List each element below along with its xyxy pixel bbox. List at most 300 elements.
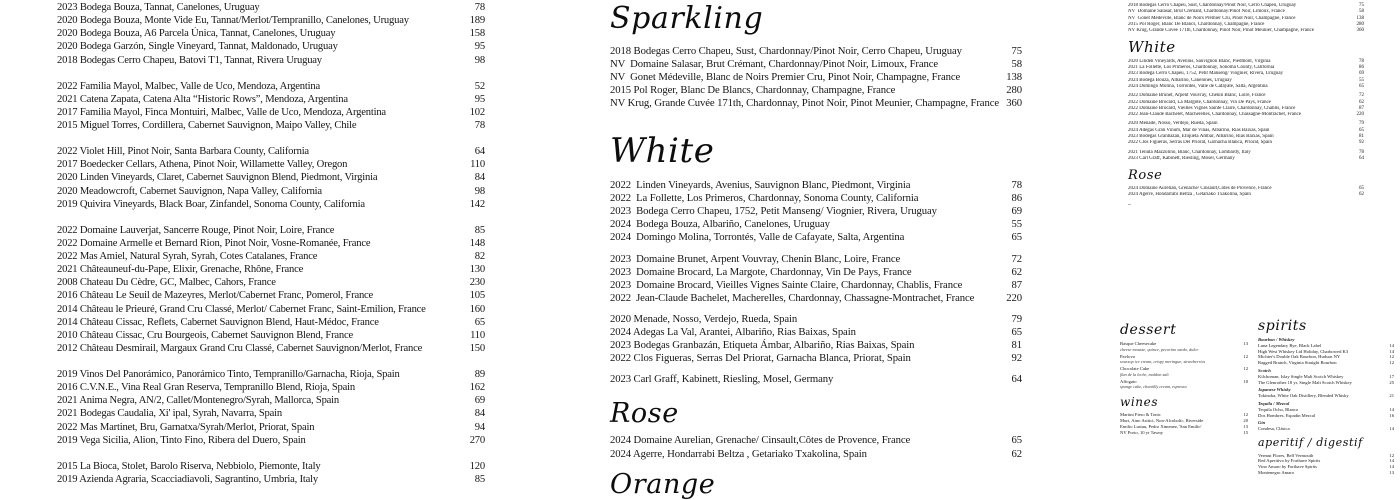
wine-label: 2021 Châteauneuf-du-Pape, Elixir, Grenache, Rhône, France xyxy=(57,264,304,276)
wine-label: Tequila Ocho, Blanco xyxy=(1258,406,1299,412)
wine-list-item xyxy=(57,407,485,420)
wine-list-item xyxy=(610,45,1022,58)
wine-list-item xyxy=(610,326,1022,339)
wine-label: 2020 Bodega Bouza, Monte Vide Eu, Tannat/Merlot/Tempranillo, Canelones, Uruguay xyxy=(57,15,409,27)
wine-price: 78 xyxy=(1359,58,1364,64)
wine-label: NV Gonet Médeville, Blanc de Noirs Premier Cru, Pinot Noir, Champagne, France xyxy=(1128,15,1296,21)
wine-price: 105 xyxy=(469,290,485,302)
wine-label: 2023 Bodegas Granbazán, Etiqueta Ámbar, Albariño, Rias Baixas, Spain xyxy=(610,339,915,352)
wine-label: 2020 Menade, Nosso, Verdejo, Rueda, Spain xyxy=(610,312,798,325)
wine-label: NV Gonet Médeville, Blanc de Noirs Premier Cru, Pinot Noir, Champagne, France xyxy=(610,70,961,83)
wine-price: 78 xyxy=(1011,179,1022,192)
mini-white-list xyxy=(1128,59,1364,162)
wine-price: 94 xyxy=(474,421,485,433)
wine-label: 2022 Domaine Armelle et Bernard Rion, Pinot Noir, Vosne-Romanée, France xyxy=(57,237,371,249)
wine-price: 12 xyxy=(1243,353,1248,359)
mini-white-title: White xyxy=(1128,38,1176,57)
wine-label: Vino Amaro by Forthave Spirits xyxy=(1258,464,1317,470)
wine-label: 2015 La Bioca, Stolet, Barolo Riserva, Nebbiolo, Piemonte, Italy xyxy=(57,460,321,472)
wine-list-item xyxy=(57,1,485,14)
wine-list-item xyxy=(57,460,485,473)
wine-label: 2024 Adegas La Val, Arantei, Albariño, Rias Baixas, Spain xyxy=(610,326,856,338)
sparkling-list xyxy=(610,45,1022,110)
wine-list-item xyxy=(57,381,485,394)
wine-list-item xyxy=(57,303,485,316)
wine-label: 2021 Bodegas Caudalia, Xi' ipal, Syrah, Navarra, Spain xyxy=(57,408,282,420)
wine-list-item xyxy=(57,198,485,211)
wine-label: 2019 Azienda Agraria, Scacciadiavoli, Sagrantino, Umbria, Italy xyxy=(57,473,318,485)
wine-list-item xyxy=(610,434,1022,447)
dessert-item-desc: cheese mousse, quince, pecorino sardo, dulce xyxy=(1120,346,1199,352)
wine-price: 79 xyxy=(1359,121,1364,127)
wine-price: 95 xyxy=(474,41,485,53)
wine-list-item xyxy=(610,313,1022,326)
wine-label: 2019 Quivira Vineyards, Black Boar, Zinfandel, Sonoma County, California xyxy=(57,198,365,210)
group-gap xyxy=(610,245,1022,253)
spirits-title: spirits xyxy=(1258,318,1307,334)
wine-price: 78 xyxy=(474,2,485,13)
wine-list-item xyxy=(57,27,485,40)
wine-label: Luna Legendary Rye, Black Label xyxy=(1258,342,1322,348)
wine-price: 110 xyxy=(470,329,485,341)
wine-label: Dos Hombres, Espadin Mezcal xyxy=(1258,412,1316,418)
wine-list-item xyxy=(1120,430,1248,436)
wine-price: 13 xyxy=(1243,423,1248,429)
wine-label: Tokinoka, White Oak Distillery, Blended Whisky xyxy=(1258,393,1349,399)
dessert-items xyxy=(1120,341,1248,390)
wine-list-item xyxy=(57,289,485,302)
wine-price: 280 xyxy=(1006,83,1022,96)
wine-list-item xyxy=(610,279,1022,292)
group-gap xyxy=(57,211,485,224)
wine-list-item xyxy=(1128,192,1364,198)
wine-label: Vermut Flores, Bell Vermouth xyxy=(1258,452,1314,458)
wine-label: 2024 Domaine Aurelian, Grenache/ Cinsault,Côtes de Provence, France xyxy=(1128,186,1272,192)
wine-label: 2024 Bodega Bouza, Albariño, Canelones, Uruguay xyxy=(610,218,830,231)
wine-label: 2017 Familia Mayol, Finca Montuiri, Malbec, Valle de Uco, Mendoza, Argentina xyxy=(57,106,386,118)
wine-price: 16 xyxy=(1389,412,1394,418)
wine-list-item xyxy=(57,434,485,447)
wine-price: 17 xyxy=(1389,373,1394,379)
wine-label: NV Domaine Salasar, Brut Crémant, Chardonnay/Pinot Noir, Limoux, France xyxy=(610,57,939,70)
wine-price: 62 xyxy=(1011,265,1022,278)
wine-price: 58 xyxy=(1359,9,1364,15)
wine-label: 2022 Mas Amiel, Natural Syrah, Syrah, Cotes Catalanes, France xyxy=(57,251,318,262)
wine-list-item xyxy=(610,373,1022,386)
wine-list-item xyxy=(57,473,485,486)
wine-label: 2022 Linden Vineyards, Avenius, Sauvignon Blanc, Piedmont, Virginia xyxy=(610,179,911,192)
wine-label: 2021 Catena Zapata, Catena Alta “Historic Rows”, Mendoza, Argentina xyxy=(57,93,348,105)
wine-label: 2010 Château Cissac, Cru Bourgeois, Cabernet Sauvignon Blend, France xyxy=(57,329,354,341)
group-gap xyxy=(610,305,1022,313)
wine-label: 2024 Bodega Bouza, Albariño, Canelones, Uruguay xyxy=(1128,77,1232,83)
wine-price: 89 xyxy=(474,369,485,380)
wine-label: 2024 Agerre, Hondarrabi Beltza , Getariako Txakolina, Spain xyxy=(610,447,867,460)
wine-list-item xyxy=(610,205,1022,218)
wine-price: 65 xyxy=(1359,186,1364,192)
rose-title: Rose xyxy=(610,398,679,430)
wine-price: 160 xyxy=(469,303,485,315)
wine-label: 2019 Vinos Del Panorámico, Panorámico Tinto, Tempranillo/Garnacha, Rioja, Spain xyxy=(57,369,400,380)
wine-price: 52 xyxy=(474,80,485,92)
mini-dash: – xyxy=(1128,201,1131,208)
wine-label: 2014 Château le Prieuré, Grand Cru Classé, Merlot/ Cabernet Franc, Saint-Emilion, France xyxy=(57,303,426,315)
wine-price: 65 xyxy=(1011,326,1022,338)
wine-list-item xyxy=(57,14,485,27)
wine-price: 12 xyxy=(1389,452,1394,458)
wine-price: 75 xyxy=(1359,3,1364,8)
wine-price: 85 xyxy=(474,473,485,485)
wine-label: 2023 Bodega Cerro Chapeu, 1752, Petit Manseng/ Viognier, Rivera, Uruguay xyxy=(1128,71,1284,77)
wine-price: 81 xyxy=(1359,134,1364,139)
wine-list-item xyxy=(1258,360,1394,366)
wine-price: 130 xyxy=(469,264,485,276)
wine-price: 82 xyxy=(474,251,485,262)
wine-label: 2020 Linden Vineyards, Claret, Cabernet Sauvignon Blend, Piedmont, Virginia xyxy=(57,172,378,184)
aperitif-digestif-title: aperitif / digestif xyxy=(1258,436,1363,450)
wine-list-item xyxy=(57,329,485,342)
wine-price: 13 xyxy=(1243,341,1248,347)
wine-list-item xyxy=(610,352,1022,365)
wine-list-item xyxy=(57,224,485,237)
wine-price: 98 xyxy=(474,54,485,66)
wine-label: The Glenrothes 18 yr, Single Malt Scotch Whiskey xyxy=(1258,379,1352,385)
wine-list-item xyxy=(1128,112,1364,118)
wine-price: 86 xyxy=(1359,65,1364,71)
wine-label: 2023 Carl Graff, Kabinett, Riesling, Mosel, Germany xyxy=(610,373,834,386)
wine-list-item xyxy=(610,58,1022,71)
wine-label: 2024 Adegas Gran Vinum, Mar de Viñas, Albariño, Rias Baixas, Spain xyxy=(1128,127,1270,133)
wine-price: 20 xyxy=(1243,418,1248,424)
mini-rose-list xyxy=(1128,186,1364,199)
wine-label: 2023 Domaine Brocard, Vieilles Vignes Sainte Claire, Chardonnay, Chablis, France xyxy=(610,278,963,291)
wine-list-item xyxy=(57,185,485,198)
dessert-item-desc: soursop ice cream, crispy meringue, strawberries xyxy=(1120,359,1206,365)
wine-list-item xyxy=(610,71,1022,84)
wine-price: 25 xyxy=(1389,379,1394,385)
white-title: White xyxy=(610,130,715,171)
wine-list-item xyxy=(610,231,1022,244)
wine-list-item xyxy=(1258,380,1394,386)
wine-price: 280 xyxy=(1356,21,1364,27)
wine-price: 12 xyxy=(1389,354,1394,360)
wine-label: Basque Cheesecake xyxy=(1120,341,1157,347)
wine-price: 21 xyxy=(1389,393,1394,399)
wine-price: 78 xyxy=(474,120,485,131)
wine-list-item xyxy=(57,106,485,119)
wine-price: 69 xyxy=(474,395,485,407)
wine-price: 148 xyxy=(469,237,485,249)
wine-label: 2022 Domaine Lauverjat, Sancerre Rouge, Pinot Noir, Loire, France xyxy=(57,224,335,236)
wine-label: 2024 Domingo Molina, Torrontés, Valle de Cafayate, Salta, Argentina xyxy=(1128,83,1268,89)
wine-label: 2017 Boedecker Cellars, Athena, Pinot Noir, Willamette Valley, Oregon xyxy=(57,159,348,171)
wine-price: 86 xyxy=(1011,192,1022,205)
wine-label: 2021 La Follette, Los Primeros, Chardonnay, Sonoma County, California xyxy=(1128,65,1275,71)
red-wine-list xyxy=(57,1,485,486)
wine-price: 138 xyxy=(1356,15,1364,21)
wine-label: Muri, Aino Asitici, Non-Alcoholic, Riverside xyxy=(1120,418,1204,424)
wine-price: 189 xyxy=(469,15,485,27)
spirits-subheading: Japanese Whisky xyxy=(1258,387,1291,393)
wine-list-item xyxy=(57,342,485,355)
wine-list-item xyxy=(57,119,485,132)
wine-label: 2023 Carl Graff, Kabinett, Riesling, Mosel, Germany xyxy=(1128,155,1235,161)
wine-price: 81 xyxy=(1011,339,1022,352)
wine-label: 2022 Violet Hill, Pinot Noir, Santa Barbara County, California xyxy=(57,146,309,158)
wine-label: 2023 Bodega Cerro Chapeu, 1752, Petit Manseng/ Viognier, Rivera, Uruguay xyxy=(610,205,937,218)
wine-label: Condesa, Clásica xyxy=(1258,426,1290,432)
wine-label: 2015 Pol Roger, Blanc De Blancs, Chardonnay, Champagne, France xyxy=(610,83,896,96)
wine-label: Montenegro Amaro xyxy=(1258,470,1295,476)
wine-price: 142 xyxy=(469,198,485,210)
wine-price: 14 xyxy=(1389,426,1394,432)
wine-label: 2020 Meadowcroft, Cabernet Sauvignon, Napa Valley, California xyxy=(57,185,322,197)
wine-label: Affogato xyxy=(1120,378,1137,384)
wine-label: 2018 Bodegas Cerro Chapeu, Sust, Chardonnay/Pinot Noir, Cerro Chapeu, Uruguay xyxy=(1128,3,1297,8)
wine-price: 65 xyxy=(474,316,485,328)
mini-sparkling-list xyxy=(1128,3,1364,34)
wine-list-item xyxy=(57,54,485,67)
wine-list-item xyxy=(1258,393,1394,399)
wine-label: Pavlova xyxy=(1120,353,1135,359)
wine-price: 110 xyxy=(470,159,485,171)
wine-label: 2022 Familia Mayol, Malbec, Valle de Uco, Mendoza, Argentina xyxy=(57,80,320,92)
wine-label: 2024 Domingo Molina, Torrontés, Valle de Cafayate, Salta, Argentina xyxy=(610,231,905,244)
wine-label: Ragged Branch, Virginia Straight Bourbon xyxy=(1258,360,1337,366)
wine-label: 2022 Domaine Brocard, Vieilles Vignes Sainte Claire, Chardonnay, Chablis, France xyxy=(1128,105,1296,111)
wine-label: 2018 Bodegas Cerro Chapeu, Sust, Chardonnay/Pinot Noir, Cerro Chapeu, Uruguay xyxy=(610,44,962,57)
wine-label: 2022 Domaine Brunet, Arpent Vouvray, Chenin Blanc, Loire, France xyxy=(1128,93,1266,99)
wine-list-item xyxy=(1258,426,1394,432)
wine-price: 62 xyxy=(1359,192,1364,198)
wine-label: 2020 Linden Vineyards, Avenius, Sauvignon Blanc, Piedmont, Virginia xyxy=(1128,58,1271,64)
dessert-item-desc: flan de la leche, maldon salt xyxy=(1120,371,1169,377)
wine-label: 2018 Bodegas Cerro Chapeu, Batovi T1, Tannat, Rivera Uruguay xyxy=(57,54,322,66)
wine-label: NV Krug, Grande Cuvée 171th, Chardonnay, Pinot Noir, Pinot Meunier, Champagne, France xyxy=(610,96,999,109)
wine-price: 87 xyxy=(1359,105,1364,111)
wine-price: 12 xyxy=(1243,412,1248,418)
wine-list-item xyxy=(610,218,1022,231)
wine-label: 2016 C.V.N.E., Vina Real Gran Reserva, Tempranillo Blend, Rioja, Spain xyxy=(57,382,355,394)
wine-label: Emilio Lustau, Pedro Ximenez, 'San Emilio' xyxy=(1120,423,1202,429)
wine-list-item xyxy=(57,250,485,263)
group-gap xyxy=(610,365,1022,373)
wine-label: 2022 La Follette, Los Primeros, Chardonnay, Sonoma County, California xyxy=(610,192,919,205)
wine-price: 79 xyxy=(1011,312,1022,325)
wine-price: 78 xyxy=(1359,149,1364,155)
wine-price: 87 xyxy=(1011,278,1022,291)
spirits-list xyxy=(1258,337,1394,432)
wine-price: 230 xyxy=(469,277,485,289)
wine-price: 69 xyxy=(1011,205,1022,218)
orange-title: Orange xyxy=(610,468,716,500)
wine-price: 270 xyxy=(469,434,485,446)
wine-list-item xyxy=(1258,413,1394,419)
wine-label: 2023 Domaine Brunet, Arpent Vouvray, Chenin Blanc, Loire, France xyxy=(610,252,901,265)
wine-label: 2015 Pol Roger, Blanc De Blancs, Chardonnay, Champagne, France xyxy=(1128,21,1265,27)
aperitif-digestif-list xyxy=(1258,453,1394,476)
wine-label: 2019 Vega Sicilia, Alion, Tinto Fino, Ribera del Duero, Spain xyxy=(57,434,306,446)
wine-list-item xyxy=(1128,156,1364,162)
wine-label: Michter's Double Oak Bourbon, Hudson NY xyxy=(1258,354,1341,360)
wine-list-item xyxy=(1128,140,1364,146)
wine-list-item xyxy=(57,421,485,434)
wine-list-item xyxy=(610,292,1022,305)
wine-label: 2022 Mas Martinet, Bru, Garnatxa/Syrah/Merlot, Priorat, Spain xyxy=(57,421,315,433)
wine-list-item xyxy=(57,237,485,250)
wine-label: 2021 Anima Negra, AN/2, Callet/Montenegro/Syrah, Mallorca, Spain xyxy=(57,395,340,407)
wine-price: 14 xyxy=(1389,464,1394,470)
wine-list-item xyxy=(57,316,485,329)
wine-list-item xyxy=(610,192,1022,205)
wine-price: 65 xyxy=(1359,127,1364,133)
wine-list-item xyxy=(610,97,1022,110)
wine-list-item xyxy=(57,145,485,158)
mini-rose-title: Rose xyxy=(1128,168,1163,184)
wine-price: 360 xyxy=(1006,96,1022,109)
white-list xyxy=(610,179,1022,386)
wine-label: 2020 Bodega Bouza, A6 Parcela Única, Tannat, Canelones, Uruguay xyxy=(57,28,336,40)
wine-price: 85 xyxy=(474,224,485,236)
wine-label: 2022 Domaine Brocard, La Margote, Chardonnay, Vin De Pays, France xyxy=(1128,99,1271,105)
wine-label: NV Porto, 10 yr Tawny xyxy=(1120,429,1164,435)
wine-price: 64 xyxy=(474,146,485,158)
wine-label: High West Whiskey Ltd Holiday, Charbowed K3 xyxy=(1258,348,1349,354)
wine-label: 2015 Miguel Torres, Cordillera, Cabernet Sauvignon, Maipo Valley, Chile xyxy=(57,120,357,131)
wine-price: 65 xyxy=(1359,83,1364,89)
wine-label: 2020 Bodega Garzón, Single Vineyard, Tannat, Maldonado, Uruguay xyxy=(57,41,338,53)
wine-label: 2024 Agerre, Hondarrabi Beltza , Getariako Txakolina, Spain xyxy=(1128,192,1251,198)
wine-price: 58 xyxy=(1011,57,1022,70)
wine-price: 72 xyxy=(1359,93,1364,99)
wine-price: 84 xyxy=(474,408,485,420)
wine-list-item xyxy=(1128,84,1364,90)
group-gap xyxy=(57,67,485,80)
wine-label: 2014 Château Cissac, Reflets, Cabernet Sauvignon Blend, Haut-Médoc, France xyxy=(57,316,379,328)
wine-price: 220 xyxy=(1356,112,1364,118)
wine-list-item xyxy=(57,394,485,407)
wine-label: Chocolate Cake xyxy=(1120,366,1150,372)
wine-label: 2022 Clos Figueras, Serras Del Priorat, Garnacha Blanca, Priorat, Spain xyxy=(610,352,911,365)
wine-list-item xyxy=(57,276,485,289)
wine-price: 162 xyxy=(469,382,485,394)
wine-list-item xyxy=(610,339,1022,352)
wine-label: 2022 Clos Figueras, Serras Del Priorat, Garnacha Blanca, Priorat, Spain xyxy=(1128,140,1272,146)
wine-list-item xyxy=(1258,470,1394,476)
mini-wine-page xyxy=(1128,3,1364,208)
wine-label: 2023 Domaine Brocard, La Margote, Chardonnay, Vin De Pays, France xyxy=(610,265,912,278)
wine-price: 64 xyxy=(1359,155,1364,161)
wine-label: NV Krug, Grande Cuvée 171th, Chardonnay, Pinot Noir, Pinot Meunier, Champagne, France xyxy=(1128,28,1314,34)
wine-list-item xyxy=(57,40,485,53)
wine-list-item xyxy=(610,448,1022,461)
spirits-subheading: Tequila / Mezcal xyxy=(1258,401,1290,407)
wine-label: Red Aperitivo by Forthave Spirits xyxy=(1258,458,1321,464)
spirits-section xyxy=(1258,318,1394,476)
group-gap xyxy=(57,447,485,460)
rose-list xyxy=(610,434,1022,460)
wine-price: 92 xyxy=(1359,140,1364,146)
wine-list-item xyxy=(610,179,1022,192)
spirits-subheading: Gin xyxy=(1258,420,1266,426)
wine-list-item xyxy=(1128,28,1364,34)
wine-price: 64 xyxy=(1011,373,1022,386)
wine-price: 14 xyxy=(1389,342,1394,348)
dessert-item-desc: sponge cake, chantilly cream, espresso xyxy=(1120,384,1187,390)
wine-label: 2024 Domaine Aurelian, Grenache/ Cinsault,Côtes de Provence, France xyxy=(610,434,911,447)
group-gap xyxy=(57,132,485,145)
wine-price: 12 xyxy=(1243,366,1248,372)
spirits-subheading: Bourbon / Whiskey xyxy=(1258,337,1295,343)
wine-list-item xyxy=(610,266,1022,279)
wine-price: 10 xyxy=(1243,378,1248,384)
wine-label: NV Domaine Salasar, Brut Crémant, Chardonnay/Pinot Noir, Limoux, France xyxy=(1128,9,1285,15)
wine-price: 69 xyxy=(1359,71,1364,77)
wine-list-item xyxy=(57,158,485,171)
wine-price: 72 xyxy=(1011,252,1022,265)
sparkling-title: Sparkling xyxy=(610,1,764,36)
wine-list-item xyxy=(57,171,485,184)
wine-price: 65 xyxy=(1011,231,1022,244)
wine-price: 14 xyxy=(1389,406,1394,412)
wine-price: 14 xyxy=(1389,348,1394,354)
wine-price: 55 xyxy=(1359,77,1364,83)
dessert-section xyxy=(1120,322,1248,436)
wine-label: 2021 Tenuta Mazzolino, Blanc, Chardonnay, Lombardy, Italy xyxy=(1128,149,1251,155)
wine-label: Martini Fiero & Tonic xyxy=(1120,412,1161,418)
wine-price: 158 xyxy=(469,28,485,40)
wine-label: 2008 Chateau Du Cèdre, GC, Malbec, Cahors, France xyxy=(57,277,276,289)
wine-price: 98 xyxy=(474,185,485,197)
wine-price: 95 xyxy=(474,93,485,105)
dessert-wines-title: wines xyxy=(1120,394,1159,409)
wine-label: 2022 Jean-Claude Bachelet, Macherelles, Chardonnay, Chassagne-Montrachet, France xyxy=(1128,112,1301,118)
wine-list-item xyxy=(57,93,485,106)
wine-label: 2012 Château Desmirail, Margaux Grand Cru Classé, Cabernet Sauvignon/Merlot, France xyxy=(57,342,423,354)
wine-label: Kilchoman, Islay Single Malt Scotch Whiskey xyxy=(1258,373,1344,379)
spirits-subheading: Scotch xyxy=(1258,368,1271,374)
wine-label: 2022 Jean-Claude Bachelet, Macherelles, Chardonnay, Chassagne-Montrachet, France xyxy=(610,291,975,304)
wine-price: 138 xyxy=(1006,70,1022,83)
wine-price: 102 xyxy=(469,106,485,118)
wine-list-item xyxy=(57,368,485,381)
wine-menu-center-page xyxy=(610,0,1022,500)
wine-price: 13 xyxy=(1389,470,1394,476)
wine-list-item xyxy=(610,84,1022,97)
wine-price: 65 xyxy=(1011,434,1022,447)
wine-price: 14 xyxy=(1389,458,1394,464)
wine-label: 2023 Bodegas Granbazán, Etiqueta Ámbar, Albariño, Rias Baixas, Spain xyxy=(1128,134,1274,139)
wine-price: 75 xyxy=(1011,44,1022,57)
wine-price: 62 xyxy=(1011,447,1022,460)
wine-price: 12 xyxy=(1389,360,1394,366)
wine-price: 55 xyxy=(1011,218,1022,231)
dessert-title: dessert xyxy=(1120,322,1177,338)
wine-price: 84 xyxy=(474,172,485,184)
wine-label: 2016 Château Le Seuil de Mazeyres, Merlot/Cabernet Franc, Pomerol, France xyxy=(57,290,374,302)
wine-list-item xyxy=(610,253,1022,266)
wine-price: 92 xyxy=(1011,352,1022,365)
wine-price: 15 xyxy=(1243,429,1248,435)
wine-price: 120 xyxy=(469,460,485,472)
wine-list-item xyxy=(57,80,485,93)
wine-price: 220 xyxy=(1006,291,1022,304)
dessert-wines-list xyxy=(1120,412,1248,435)
wine-label: 2020 Menade, Nosso, Verdejo, Rueda, Spain xyxy=(1128,121,1218,127)
wine-price: 360 xyxy=(1356,28,1364,34)
wine-price: 150 xyxy=(469,342,485,354)
wine-label: 2023 Bodega Bouza, Tannat, Canelones, Uruguay xyxy=(57,2,260,13)
